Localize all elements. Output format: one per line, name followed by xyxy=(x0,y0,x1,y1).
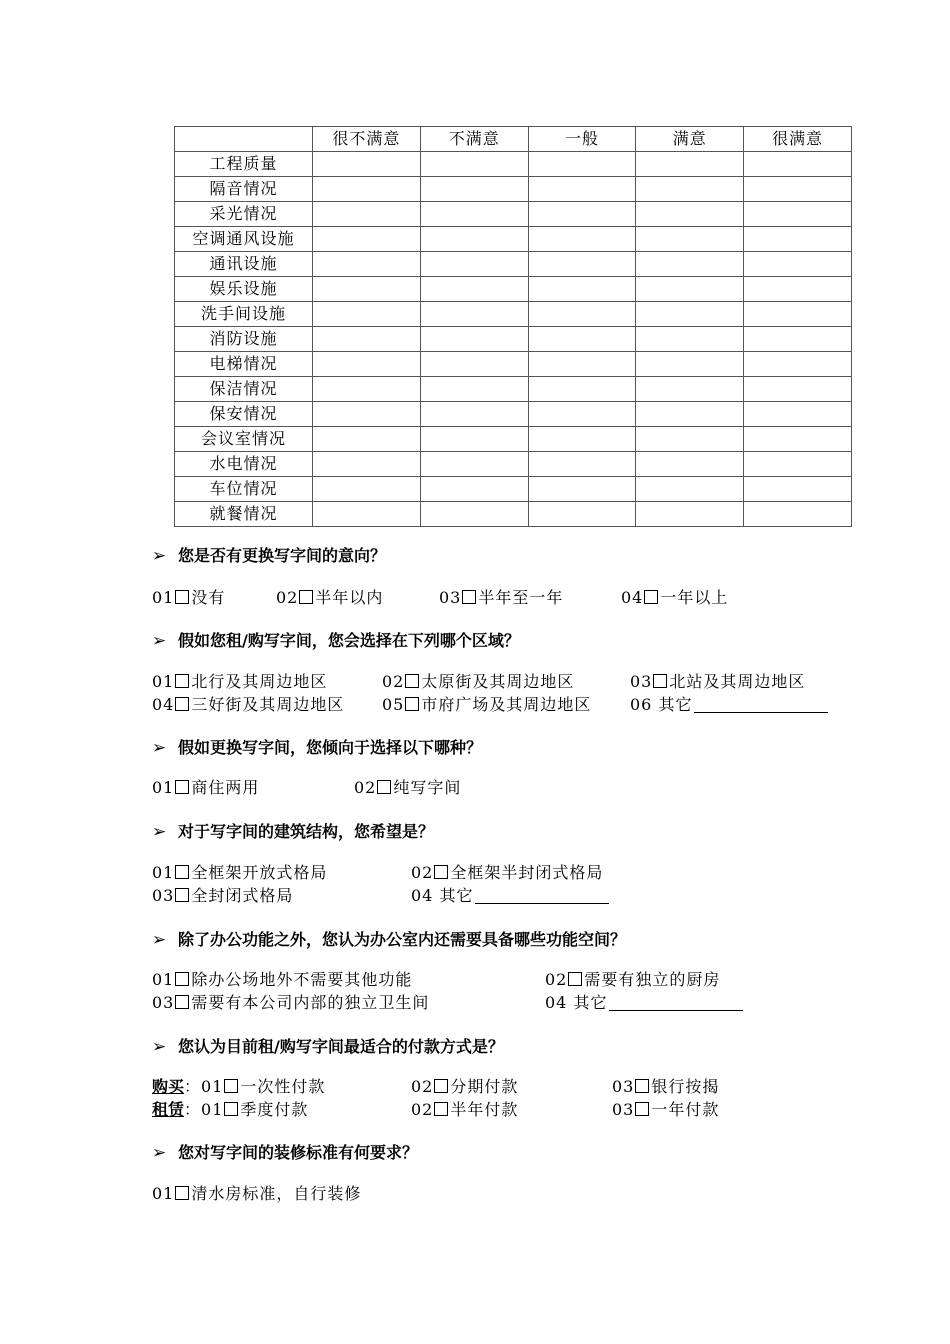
checkbox-icon[interactable] xyxy=(462,590,476,604)
row-label: 会议室情况 xyxy=(175,427,313,452)
arrowhead-icon: ➢ xyxy=(152,631,167,651)
rating-cell[interactable] xyxy=(636,252,744,277)
rating-cell[interactable] xyxy=(420,352,528,377)
option-code: 02 xyxy=(411,863,434,882)
checkbox-icon[interactable] xyxy=(175,888,189,902)
rating-cell[interactable] xyxy=(528,227,636,252)
rating-cell[interactable] xyxy=(636,402,744,427)
arrowhead-icon: ➢ xyxy=(152,930,167,950)
column-dissatisfied: 不满意 xyxy=(420,127,528,152)
checkbox-icon[interactable] xyxy=(653,674,667,688)
rating-cell[interactable] xyxy=(744,477,852,502)
rating-cell[interactable] xyxy=(636,227,744,252)
rating-cell[interactable] xyxy=(744,202,852,227)
rating-cell[interactable] xyxy=(313,327,421,352)
rent-label: 租赁 xyxy=(152,1100,185,1119)
rating-cell[interactable] xyxy=(420,452,528,477)
option-label: 其它 xyxy=(573,993,608,1012)
rating-cell[interactable] xyxy=(313,202,421,227)
q5-option-01[interactable] xyxy=(152,969,412,991)
rating-cell[interactable] xyxy=(528,352,636,377)
q5-option-02[interactable] xyxy=(545,969,720,991)
rating-cell[interactable] xyxy=(744,352,852,377)
rating-cell[interactable] xyxy=(313,227,421,252)
question-6-text: 您认为目前租/购写字间最适合的付款方式是？ xyxy=(178,1037,504,1056)
rating-cell[interactable] xyxy=(528,327,636,352)
buy-label: 购买 xyxy=(152,1077,185,1096)
column-very-satisfied: 很满意 xyxy=(744,127,852,152)
option-code: 01 xyxy=(152,863,175,882)
row-label: 隔音情况 xyxy=(175,177,313,202)
rating-cell[interactable] xyxy=(420,152,528,177)
option-label: 北行及其周边地区 xyxy=(191,672,328,691)
rating-cell[interactable] xyxy=(636,352,744,377)
rating-cell[interactable] xyxy=(744,252,852,277)
q6-buy-option-01[interactable] xyxy=(152,1076,325,1098)
table-row xyxy=(175,202,852,227)
table-corner-cell xyxy=(175,127,313,152)
rating-cell[interactable] xyxy=(528,277,636,302)
q2-option-02[interactable] xyxy=(382,671,574,693)
rating-cell[interactable] xyxy=(313,152,421,177)
table-row xyxy=(175,227,852,252)
q4-option-04[interactable] xyxy=(411,885,609,907)
table-row xyxy=(175,152,852,177)
option-label: 商住两用 xyxy=(191,778,260,797)
arrowhead-icon: ➢ xyxy=(152,1143,167,1163)
rating-cell[interactable] xyxy=(528,177,636,202)
option-label: 一次性付款 xyxy=(240,1077,326,1096)
q6-buy-option-02[interactable] xyxy=(411,1076,518,1098)
option-label: 银行按揭 xyxy=(651,1077,720,1096)
table-row xyxy=(175,452,852,477)
question-2-text: 假如您租/购写字间，您会选择在下列哪个区域？ xyxy=(178,631,520,650)
option-code: 02 xyxy=(354,778,377,797)
q4-option-03[interactable] xyxy=(152,885,293,907)
rating-cell[interactable] xyxy=(313,252,421,277)
q1-option-02[interactable] xyxy=(276,587,383,609)
rating-cell[interactable] xyxy=(420,327,528,352)
q2-option-03[interactable] xyxy=(630,671,805,693)
checkbox-icon[interactable] xyxy=(405,674,419,688)
rating-cell[interactable] xyxy=(744,277,852,302)
checkbox-icon[interactable] xyxy=(175,697,189,711)
rating-cell[interactable] xyxy=(420,302,528,327)
question-4-text: 对于写字间的建筑结构，您希望是？ xyxy=(178,822,435,841)
table-row xyxy=(175,302,852,327)
q4-option-02[interactable] xyxy=(411,862,603,884)
checkbox-icon[interactable] xyxy=(434,865,448,879)
rating-cell[interactable] xyxy=(313,452,421,477)
option-code: 04 xyxy=(621,588,644,607)
rating-cell[interactable] xyxy=(636,302,744,327)
option-code: 04 xyxy=(545,993,568,1012)
q2-option-06[interactable] xyxy=(630,694,828,716)
question-4 xyxy=(152,821,434,843)
q2-option-04[interactable] xyxy=(152,694,344,716)
question-3 xyxy=(152,737,482,759)
rating-cell[interactable] xyxy=(420,177,528,202)
rating-cell[interactable] xyxy=(313,377,421,402)
option-label: 半年付款 xyxy=(450,1100,519,1119)
rating-cell[interactable] xyxy=(636,152,744,177)
arrowhead-icon: ➢ xyxy=(152,822,167,842)
table-row xyxy=(175,427,852,452)
q2-option-05[interactable] xyxy=(382,694,591,716)
row-label: 保安情况 xyxy=(175,402,313,427)
option-code: 05 xyxy=(382,695,405,714)
column-satisfied: 满意 xyxy=(636,127,744,152)
question-1-text: 您是否有更换写字间的意向？ xyxy=(178,546,387,565)
option-label: 需要有本公司内部的独立卫生间 xyxy=(191,993,430,1012)
rating-cell[interactable] xyxy=(313,277,421,302)
rating-cell[interactable] xyxy=(636,452,744,477)
q4-option-01[interactable] xyxy=(152,862,327,884)
row-label: 就餐情况 xyxy=(175,502,313,527)
table-row xyxy=(175,277,852,302)
option-code: 03 xyxy=(612,1100,635,1119)
rating-cell[interactable] xyxy=(528,452,636,477)
option-code: 04 xyxy=(411,886,434,905)
q6-rent-option-03[interactable] xyxy=(612,1099,719,1121)
rating-cell[interactable] xyxy=(744,427,852,452)
option-label: 北站及其周边地区 xyxy=(669,672,806,691)
row-label: 洗手间设施 xyxy=(175,302,313,327)
option-code: 02 xyxy=(276,588,299,607)
q6-rent-option-02[interactable] xyxy=(411,1099,518,1121)
rating-cell[interactable] xyxy=(313,352,421,377)
checkbox-icon[interactable] xyxy=(175,972,189,986)
option-label: 其它 xyxy=(439,886,474,905)
rating-cell[interactable] xyxy=(313,502,421,527)
q5-option-04[interactable] xyxy=(545,992,743,1014)
row-label: 保洁情况 xyxy=(175,377,313,402)
rating-cell[interactable] xyxy=(528,202,636,227)
option-label: 纯写字间 xyxy=(393,778,462,797)
checkbox-icon[interactable] xyxy=(434,1079,448,1093)
rating-cell[interactable] xyxy=(420,227,528,252)
row-label: 采光情况 xyxy=(175,202,313,227)
option-code: 02 xyxy=(545,970,568,989)
rating-cell[interactable] xyxy=(528,477,636,502)
option-code: 01 xyxy=(152,970,175,989)
option-code: 01 xyxy=(152,588,175,607)
row-label: 电梯情况 xyxy=(175,352,313,377)
table-row xyxy=(175,177,852,202)
option-label: 没有 xyxy=(191,588,226,607)
rating-cell[interactable] xyxy=(528,377,636,402)
rating-cell[interactable] xyxy=(636,477,744,502)
colon: ： xyxy=(184,1100,202,1119)
option-label: 除办公场地外不需要其他功能 xyxy=(191,970,413,989)
rating-cell[interactable] xyxy=(744,502,852,527)
question-6 xyxy=(152,1036,504,1058)
checkbox-icon[interactable] xyxy=(299,590,313,604)
option-code: 01 xyxy=(201,1100,224,1119)
checkbox-icon[interactable] xyxy=(635,1079,649,1093)
other-input-line[interactable] xyxy=(609,994,743,1011)
question-2 xyxy=(152,630,520,652)
checkbox-icon[interactable] xyxy=(175,995,189,1009)
checkbox-icon[interactable] xyxy=(175,865,189,879)
checkbox-icon[interactable] xyxy=(224,1102,238,1116)
question-7 xyxy=(152,1142,418,1164)
checkbox-icon[interactable] xyxy=(405,697,419,711)
row-label: 消防设施 xyxy=(175,327,313,352)
rating-cell[interactable] xyxy=(528,302,636,327)
checkbox-icon[interactable] xyxy=(434,1102,448,1116)
option-code: 01 xyxy=(152,778,175,797)
table-row xyxy=(175,502,852,527)
checkbox-icon[interactable] xyxy=(568,972,582,986)
rating-cell[interactable] xyxy=(313,427,421,452)
question-7-text: 您对写字间的装修标准有何要求？ xyxy=(178,1143,419,1162)
q6-buy-option-03[interactable] xyxy=(612,1076,719,1098)
checkbox-icon[interactable] xyxy=(175,780,189,794)
rating-cell[interactable] xyxy=(528,427,636,452)
rating-cell[interactable] xyxy=(744,302,852,327)
checkbox-icon[interactable] xyxy=(175,590,189,604)
q1-option-03[interactable] xyxy=(439,587,563,609)
checkbox-icon[interactable] xyxy=(635,1102,649,1116)
rating-cell[interactable] xyxy=(313,302,421,327)
colon: ： xyxy=(184,1077,202,1096)
rating-cell[interactable] xyxy=(528,502,636,527)
row-label: 通讯设施 xyxy=(175,252,313,277)
question-5 xyxy=(152,929,626,951)
option-label: 其它 xyxy=(658,695,693,714)
rating-cell[interactable] xyxy=(636,377,744,402)
rating-cell[interactable] xyxy=(744,177,852,202)
rating-cell[interactable] xyxy=(744,402,852,427)
option-label: 半年以内 xyxy=(315,588,384,607)
question-1 xyxy=(152,545,386,567)
checkbox-icon[interactable] xyxy=(175,674,189,688)
table-row xyxy=(175,402,852,427)
option-label: 一年以上 xyxy=(660,588,729,607)
rating-cell[interactable] xyxy=(420,427,528,452)
rating-cell[interactable] xyxy=(744,377,852,402)
other-input-line[interactable] xyxy=(475,887,609,904)
rating-cell[interactable] xyxy=(420,377,528,402)
column-neutral: 一般 xyxy=(528,127,636,152)
option-code: 03 xyxy=(612,1077,635,1096)
rating-cell[interactable] xyxy=(528,252,636,277)
option-label: 太原街及其周边地区 xyxy=(421,672,575,691)
checkbox-icon[interactable] xyxy=(377,780,391,794)
arrowhead-icon: ➢ xyxy=(152,546,167,566)
table-row xyxy=(175,327,852,352)
rating-cell[interactable] xyxy=(313,177,421,202)
rating-cell[interactable] xyxy=(744,452,852,477)
q5-option-03[interactable] xyxy=(152,992,429,1014)
q7-option-01[interactable] xyxy=(152,1183,361,1205)
option-label: 分期付款 xyxy=(450,1077,519,1096)
option-code: 04 xyxy=(152,695,175,714)
option-label: 需要有独立的厨房 xyxy=(584,970,721,989)
row-label: 娱乐设施 xyxy=(175,277,313,302)
table-row xyxy=(175,477,852,502)
column-very-dissatisfied: 很不满意 xyxy=(313,127,421,152)
table-row xyxy=(175,252,852,277)
option-code: 02 xyxy=(382,672,405,691)
option-code: 01 xyxy=(152,672,175,691)
option-code: 03 xyxy=(152,886,175,905)
option-code: 01 xyxy=(152,1184,175,1203)
row-label: 空调通风设施 xyxy=(175,227,313,252)
rating-cell[interactable] xyxy=(636,277,744,302)
row-label: 车位情况 xyxy=(175,477,313,502)
rating-cell[interactable] xyxy=(636,502,744,527)
option-label: 全框架开放式格局 xyxy=(191,863,328,882)
checkbox-icon[interactable] xyxy=(644,590,658,604)
option-code: 03 xyxy=(439,588,462,607)
rating-cell[interactable] xyxy=(636,177,744,202)
rating-cell[interactable] xyxy=(528,152,636,177)
rating-cell[interactable] xyxy=(420,252,528,277)
rating-cell[interactable] xyxy=(420,477,528,502)
checkbox-icon[interactable] xyxy=(224,1079,238,1093)
rating-cell[interactable] xyxy=(420,277,528,302)
rating-cell[interactable] xyxy=(528,402,636,427)
q2-option-01[interactable] xyxy=(152,671,327,693)
option-label: 市府广场及其周边地区 xyxy=(421,695,592,714)
option-label: 三好街及其周边地区 xyxy=(191,695,345,714)
row-label: 水电情况 xyxy=(175,452,313,477)
table-row xyxy=(175,377,852,402)
table-row xyxy=(175,352,852,377)
rating-cell[interactable] xyxy=(313,402,421,427)
q6-rent-option-01[interactable] xyxy=(152,1099,308,1121)
q1-option-01[interactable] xyxy=(152,587,225,609)
question-3-text: 假如更换写字间，您倾向于选择以下哪种？ xyxy=(178,738,483,757)
q3-option-01[interactable] xyxy=(152,777,259,799)
q1-option-04[interactable] xyxy=(621,587,728,609)
checkbox-icon[interactable] xyxy=(175,1186,189,1200)
option-code: 02 xyxy=(411,1077,434,1096)
question-5-text: 除了办公功能之外，您认为办公室内还需要具备哪些功能空间？ xyxy=(178,930,627,949)
row-label: 工程质量 xyxy=(175,152,313,177)
option-label: 半年至一年 xyxy=(478,588,564,607)
option-label: 季度付款 xyxy=(240,1100,309,1119)
rating-cell[interactable] xyxy=(420,502,528,527)
option-label: 全框架半封闭式格局 xyxy=(450,863,604,882)
satisfaction-table xyxy=(174,126,852,527)
table-header-row xyxy=(175,127,852,152)
option-code: 02 xyxy=(411,1100,434,1119)
rating-cell[interactable] xyxy=(744,152,852,177)
option-label: 一年付款 xyxy=(651,1100,720,1119)
rating-cell[interactable] xyxy=(420,402,528,427)
option-code: 06 xyxy=(630,695,653,714)
rating-cell[interactable] xyxy=(636,202,744,227)
option-label: 全封闭式格局 xyxy=(191,886,294,905)
rating-cell[interactable] xyxy=(636,327,744,352)
arrowhead-icon: ➢ xyxy=(152,1037,167,1057)
other-input-line[interactable] xyxy=(694,696,828,713)
rating-cell[interactable] xyxy=(744,227,852,252)
arrowhead-icon: ➢ xyxy=(152,738,167,758)
option-label: 清水房标准，自行装修 xyxy=(191,1184,362,1203)
rating-cell[interactable] xyxy=(744,327,852,352)
option-code: 01 xyxy=(201,1077,224,1096)
rating-cell[interactable] xyxy=(636,427,744,452)
rating-cell[interactable] xyxy=(420,202,528,227)
q3-option-02[interactable] xyxy=(354,777,461,799)
option-code: 03 xyxy=(630,672,653,691)
rating-cell[interactable] xyxy=(313,477,421,502)
option-code: 03 xyxy=(152,993,175,1012)
